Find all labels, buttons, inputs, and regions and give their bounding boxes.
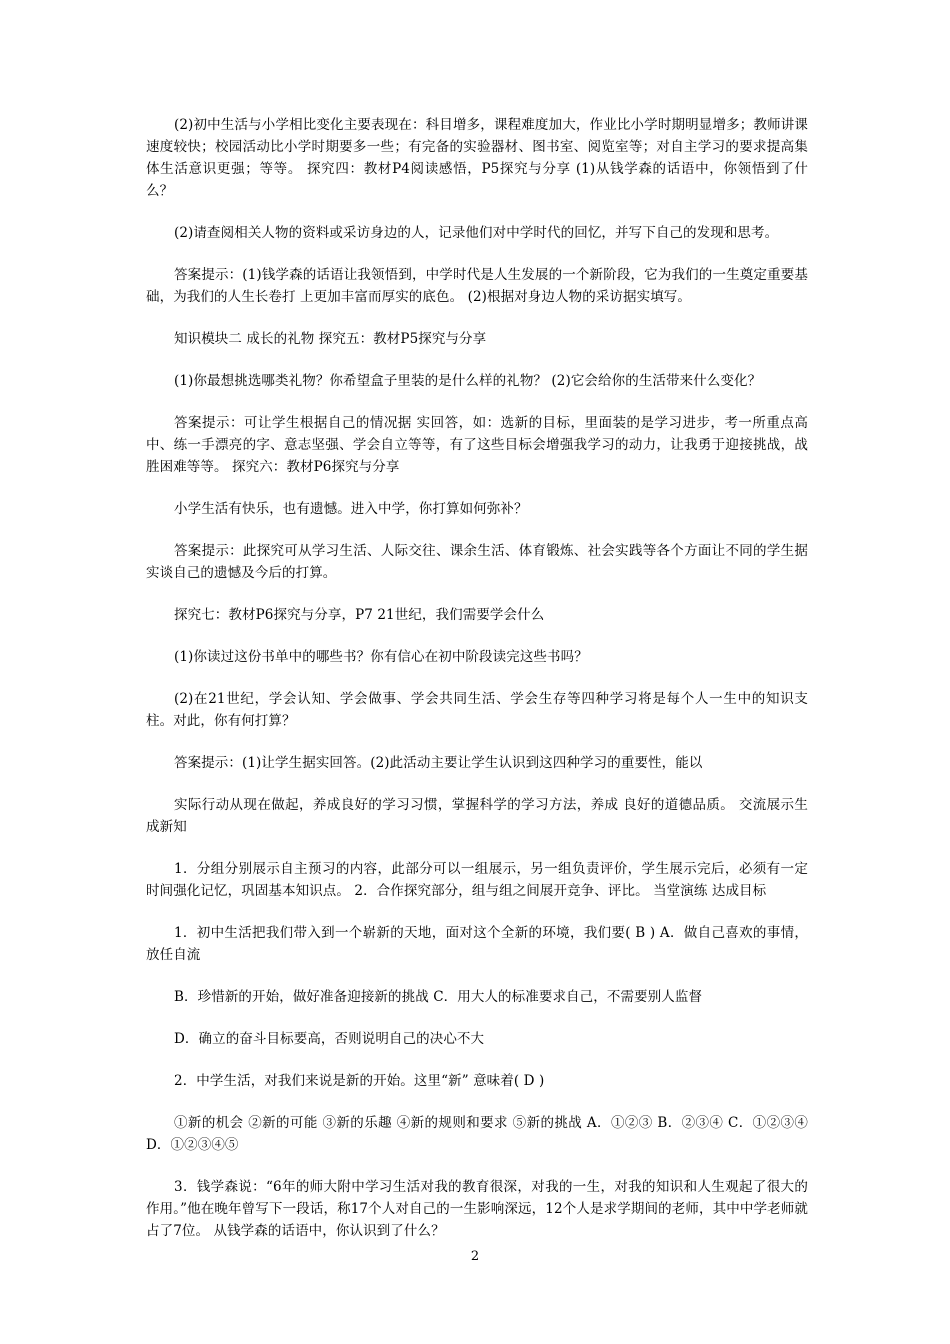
paragraph-14: 1．分组分别展示自主预习的内容，此部分可以一组展示，另一组负责评价，学生展示完后，必须有一定时间强化记忆，巩固基本知识点。 2．合作探究部分，组与组之间展开竞争、评比。 当堂演练 达成目标 — [146, 861, 808, 899]
document-body — [146, 114, 808, 1262]
paragraph-17: D．确立的奋斗目标要高，否则说明自己的决心不大 — [174, 1031, 485, 1047]
paragraph-9: 探究七：教材P6探究与分享，P7 21世纪，我们需要学会什么 — [174, 607, 545, 623]
paragraph-16: B．珍惜新的开始，做好准备迎接新的挑战 C．用大人的标准要求自己，不需要别人监督 — [174, 989, 703, 1005]
paragraph-13: 实际行动从现在做起，养成良好的学习习惯，掌握科学的学习方法，养成 良好的道德品质。 交流展示生成新知 — [146, 797, 808, 835]
paragraph-7: 小学生活有快乐，也有遗憾。进入中学，你打算如何弥补？ — [174, 501, 528, 517]
paragraph-4: 知识模块二 成长的礼物 探究五：教材P5探究与分享 — [174, 331, 487, 347]
paragraph-20: 3．钱学森说：“6年的师大附中学习生活对我的教育很深，对我的一生，对我的知识和人生观起了很大的作用。”他在晚年曾写下一段话，称17个人对自己的一生影响深远，12个人是求学期间的老师，其中中学老师就占了7位。 从钱学森的话语中，你认识到了什么？ — [146, 1179, 808, 1239]
paragraph-6: 答案提示：可让学生根据自己的情况据 实回答，如：选新的目标，里面装的是学习进步，考一所重点高中、练一手漂亮的字、意志坚强、学会自立等等，有了这些目标会增强我学习的动力，让我勇于迎接挑战，战胜困难等等。 探究六：教材P6探究与分享 — [146, 415, 808, 475]
paragraph-18: 2．中学生活，对我们来说是新的开始。这里“新” 意味着( D ) — [174, 1073, 545, 1089]
paragraph-3: 答案提示：(1)钱学森的话语让我领悟到，中学时代是人生发展的一个新阶段，它为我们的一生奠定重要基础，为我们的人生长卷打 上更加丰富而厚实的底色。 (2)根据对身边人物的采访据实填写。 — [146, 267, 808, 305]
paragraph-19: ①新的机会 ②新的可能 ③新的乐趣 ④新的规则和要求 ⑤新的挑战 A．①②③ B．②③④ C．①②③④ D．①②③④⑤ — [146, 1115, 808, 1153]
paragraph-2: (2)请查阅相关人物的资料或采访身边的人，记录他们对中学时代的回忆，并写下自己的发现和思考。 — [174, 225, 779, 241]
paragraph-12: 答案提示：(1)让学生据实回答。(2)此活动主要让学生认识到这四种学习的重要性，能以 — [174, 755, 703, 771]
page-number: 2 — [470, 1249, 480, 1264]
paragraph-5: (1)你最想挑选哪类礼物？你希望盒子里装的是什么样的礼物？ (2)它会给你的生活带来什么变化？ — [174, 373, 762, 389]
paragraph-8: 答案提示：此探究可从学习生活、人际交往、课余生活、体育锻炼、社会实践等各个方面让不同的学生据实谈自己的遗憾及今后的打算。 — [146, 543, 808, 581]
paragraph-1: (2)初中生活与小学相比变化主要表现在：科目增多，课程难度加大，作业比小学时期明显增多；教师讲课速度较快；校园活动比小学时期要多一些；有完备的实验器材、图书室、阅览室等；对自主学习的要求提高集体生活意识更强；等等。 探究四：教材P4阅读感悟，P5探究与分享 (1)从钱学森的话语中，你领悟到了什么？ — [146, 117, 808, 199]
paragraph-11: (2)在21世纪，学会认知、学会做事、学会共同生活、学会生存等四种学习将是每个人一生中的知识支柱。对此，你有何打算？ — [146, 691, 808, 729]
paragraph-10: (1)你读过这份书单中的哪些书？你有信心在初中阶段读完这些书吗？ — [174, 649, 588, 665]
paragraph-15: 1．初中生活把我们带入到一个崭新的天地，面对这个全新的环境，我们要( B ) A．做自己喜欢的事情，放任自流 — [146, 925, 808, 963]
